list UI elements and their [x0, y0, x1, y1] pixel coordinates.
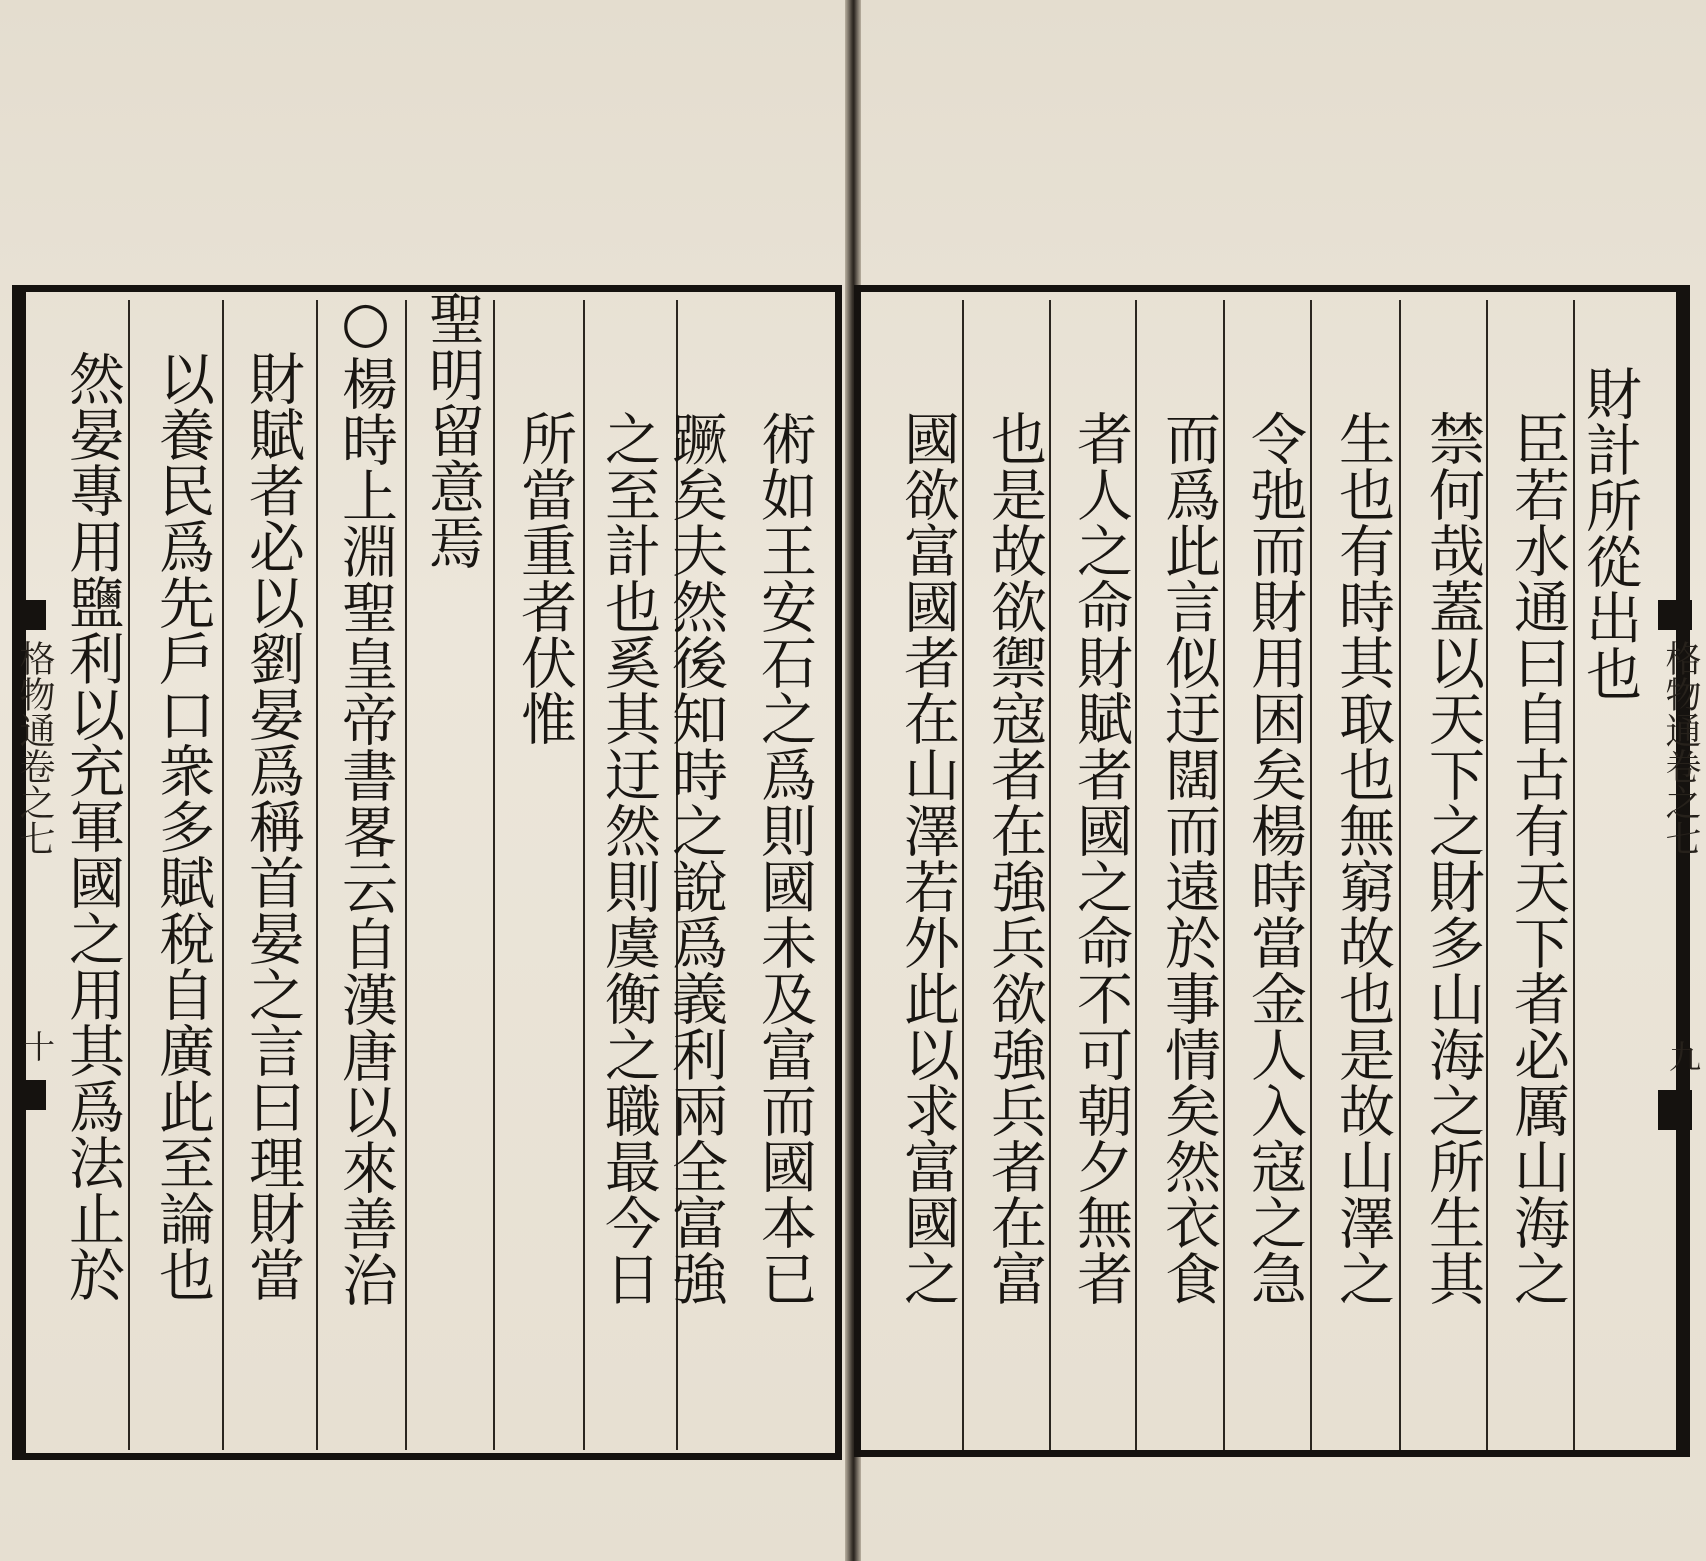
- text-column: 令弛而財用困矣楊時當金人入寇之急: [1242, 410, 1307, 1306]
- column-rule: [962, 300, 964, 1450]
- text-column: ○楊時上淵聖皇帝書畧云自漢唐以來善治: [333, 290, 398, 1307]
- column-rule: [405, 300, 407, 1450]
- fishtail-title: 格物通卷之七: [1660, 640, 1701, 856]
- column-rule: [1399, 300, 1401, 1450]
- leaf-number: 九: [1664, 1040, 1702, 1072]
- column-rule: [1049, 300, 1051, 1450]
- text-column: 然晏專用鹽利以充軍國之用其爲法止於: [60, 350, 125, 1302]
- text-column: 以養民爲先戶口衆多賦稅自廣此至論也: [150, 350, 215, 1302]
- fishtail-title: 格物通卷之七: [14, 640, 55, 856]
- column-rule: [1486, 300, 1488, 1450]
- text-column: 財賦者必以劉晏爲稱首晏之言曰理財當: [240, 350, 305, 1302]
- text-column: 所當重者伏惟: [512, 410, 577, 746]
- column-rule: [316, 300, 318, 1450]
- column-rule: [222, 300, 224, 1450]
- text-column: 臣若水通曰自古有天下者必厲山海之: [1505, 410, 1570, 1306]
- column-rule: [1573, 300, 1575, 1450]
- text-column: 之至計也奚其迂然則虞衡之職最今日: [596, 410, 661, 1306]
- fishtail-mark: [12, 600, 46, 630]
- column-rule: [493, 300, 495, 1450]
- text-column: 者人之命財賦者國之命不可朝夕無者: [1068, 410, 1133, 1306]
- fishtail-mark: [12, 1080, 46, 1110]
- column-rule: [128, 300, 130, 1450]
- column-rule: [1310, 300, 1312, 1450]
- text-column: 財計所從出也: [1577, 365, 1642, 701]
- leaf-number: 十: [18, 1030, 56, 1062]
- text-column: 蹶矣夫然後知時之說爲義利兩全富強: [663, 410, 728, 1306]
- text-column: 也是故欲禦寇者在強兵欲強兵者在富: [982, 410, 1047, 1306]
- text-column: 而爲此言似迂闊而遠於事情矣然衣食: [1156, 410, 1221, 1306]
- text-column: 術如王安石之爲則國未及富而國本已: [752, 410, 817, 1306]
- text-column: 國欲富國者在山澤若外此以求富國之: [895, 410, 960, 1306]
- column-rule: [1135, 300, 1137, 1450]
- text-column: 禁何哉蓋以天下之財多山海之所生其: [1420, 410, 1485, 1306]
- fishtail-mark: [1658, 1090, 1692, 1130]
- text-column: 生也有時其取也無窮故也是故山澤之: [1330, 410, 1395, 1306]
- fishtail-mark: [1658, 600, 1692, 630]
- column-rule: [1223, 300, 1225, 1450]
- column-rule: [583, 300, 585, 1450]
- text-column: 聖明留意焉: [420, 290, 485, 570]
